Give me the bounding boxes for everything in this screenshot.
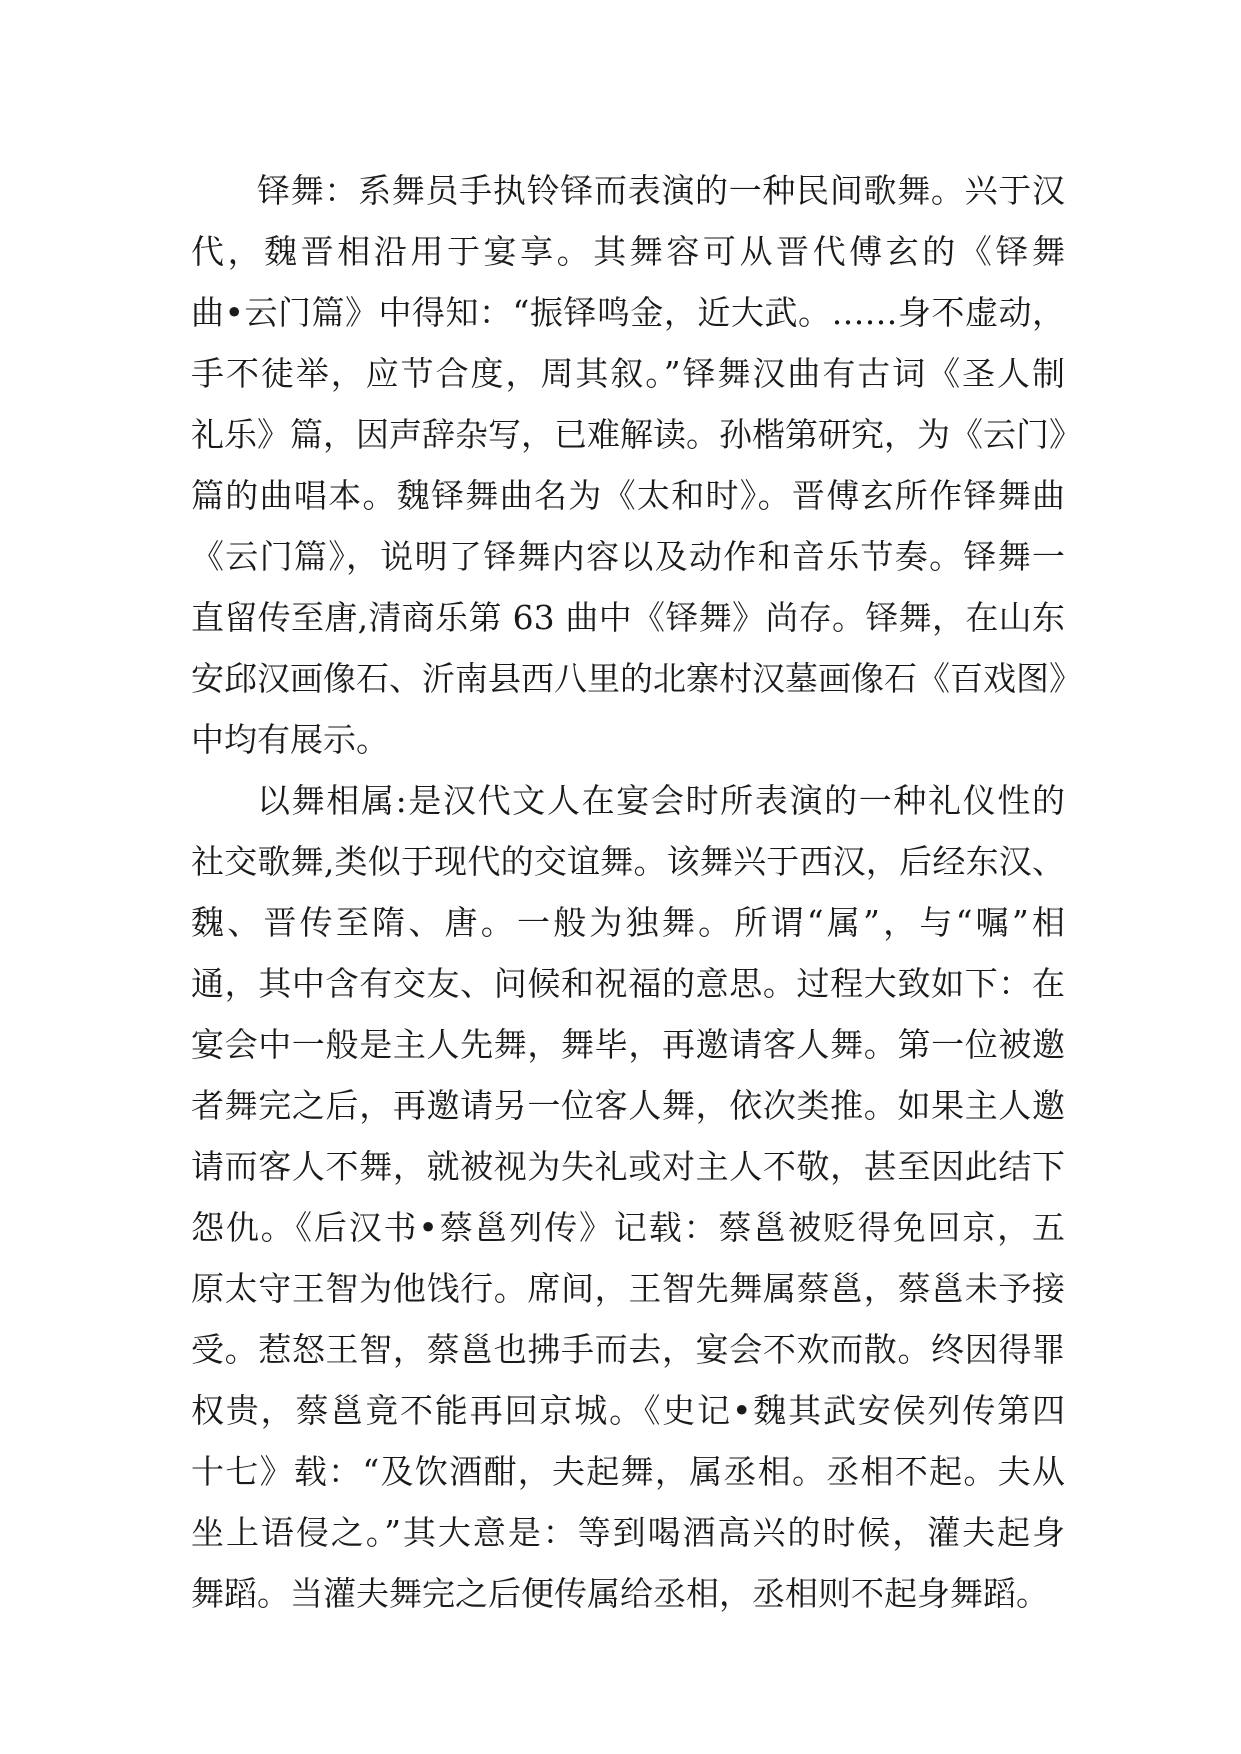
- paragraph-duo-dance: [191, 160, 1082, 770]
- text-line: 原太守王智为他饯行。席间，王智先舞属蔡邕，蔡邕未予接: [191, 1269, 1065, 1308]
- text-line: 受。惹怒王智，蔡邕也拂手而去，宴会不欢而散。终因得罪: [191, 1330, 1065, 1369]
- text-line: 铎舞：系舞员手执铃铎而表演的一种民间歌舞。兴于汉: [257, 171, 1065, 210]
- text-line: 社交歌舞,类似于现代的交谊舞。该舞兴于西汉，后经东汉、: [191, 842, 1065, 881]
- text-line: 曲•云门篇》中得知：“振铎鸣金，近大武。……身不虚动，: [191, 293, 1065, 332]
- text-line: 十七》载：“及饮酒酣，夫起舞，属丞相。丞相不起。夫从: [191, 1452, 1065, 1491]
- text-line: 通，其中含有交友、问候和祝福的意思。过程大致如下：在: [191, 964, 1065, 1003]
- text-column: [191, 160, 1082, 1624]
- text-line: 者舞完之后，再邀请另一位客人舞，依次类推。如果主人邀: [191, 1086, 1065, 1125]
- text-line: 代，魏晋相沿用于宴享。其舞容可从晋代傅玄的《铎舞: [191, 232, 1065, 271]
- text-line: 舞蹈。当灌夫舞完之后便传属给丞相，丞相则不起身舞蹈。: [191, 1574, 1049, 1613]
- text-line: 安邱汉画像石、沂南县西八里的北寨村汉墓画像石《百戏图》: [191, 659, 1082, 698]
- text-line: 篇的曲唱本。魏铎舞曲名为《太和时》。晋傅玄所作铎舞曲: [191, 476, 1065, 515]
- text-line: 中均有展示。: [191, 720, 389, 759]
- text-line: 权贵，蔡邕竟不能再回京城。《史记•魏其武安侯列传第四: [191, 1391, 1065, 1430]
- text-line: 直留传至唐,清商乐第 63 曲中《铎舞》尚存。铎舞，在山东: [191, 598, 1065, 637]
- text-line: 坐上语侵之。”其大意是：等到喝酒高兴的时候，灌夫起身: [191, 1513, 1065, 1552]
- text-line: 《云门篇》，说明了铎舞内容以及动作和音乐节奏。铎舞一: [191, 537, 1065, 576]
- text-line: 宴会中一般是主人先舞，舞毕，再邀请客人舞。第一位被邀: [191, 1025, 1065, 1064]
- text-line: 以舞相属:是汉代文人在宴会时所表演的一种礼仪性的: [257, 781, 1065, 820]
- text-line: 礼乐》篇，因声辞杂写，已难解读。孙楷第研究，为《云门》: [191, 415, 1082, 454]
- text-line: 怨仇。《后汉书•蔡邕列传》记载：蔡邕被贬得免回京，五: [191, 1208, 1065, 1247]
- text-line: 手不徒举，应节合度，周其叙。”铎舞汉曲有古词《圣人制: [191, 354, 1065, 393]
- paragraph-yiwu-xiangshu: [191, 770, 1065, 1624]
- text-line: 请而客人不舞，就被视为失礼或对主人不敬，甚至因此结下: [191, 1147, 1065, 1186]
- text-line: 魏、晋传至隋、唐。一般为独舞。所谓“属”，与“嘱”相: [191, 903, 1065, 942]
